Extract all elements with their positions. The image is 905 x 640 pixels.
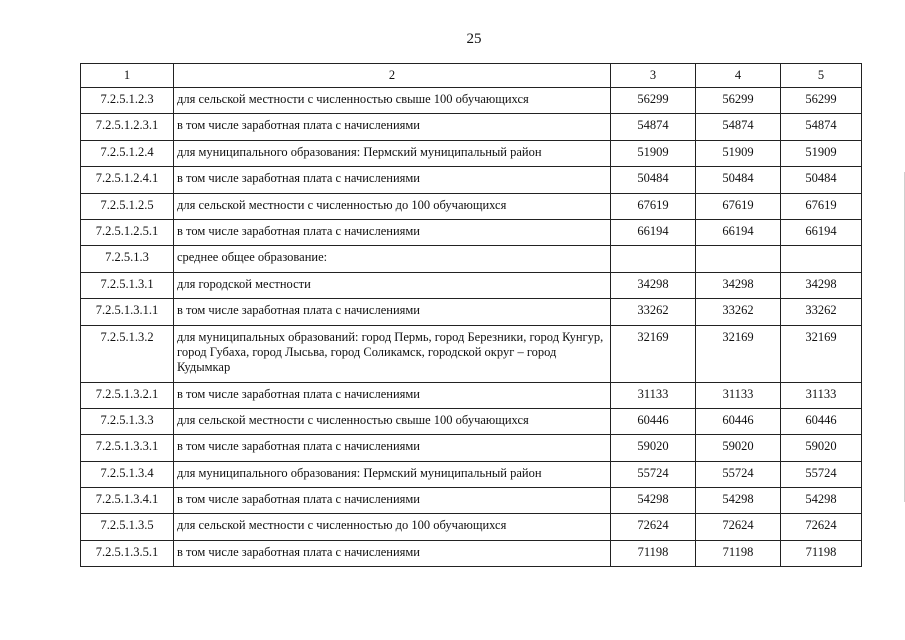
table-header-row xyxy=(81,64,862,88)
row-value-col3: 32169 xyxy=(611,325,696,382)
row-name: в том числе заработная плата с начислениями xyxy=(174,540,611,566)
row-value-col3: 56299 xyxy=(611,88,696,114)
row-value-col4: 54874 xyxy=(696,114,781,140)
row-value-col5: 59020 xyxy=(781,435,862,461)
header-cell-5: 5 xyxy=(781,64,862,88)
scan-edge-line xyxy=(899,172,905,502)
row-value-col5: 67619 xyxy=(781,193,862,219)
row-value-col3: 71198 xyxy=(611,540,696,566)
header-cell-1: 1 xyxy=(81,64,174,88)
table-row xyxy=(81,167,862,193)
header-cell-3: 3 xyxy=(611,64,696,88)
row-code: 7.2.5.1.3.3 xyxy=(81,408,174,434)
row-value-col4: 71198 xyxy=(696,540,781,566)
row-value-col5: 71198 xyxy=(781,540,862,566)
row-value-col3 xyxy=(611,246,696,272)
row-name: в том числе заработная плата с начислениями xyxy=(174,167,611,193)
row-code: 7.2.5.1.3.2.1 xyxy=(81,382,174,408)
row-value-col3: 66194 xyxy=(611,219,696,245)
row-name: в том числе заработная плата с начислениями xyxy=(174,219,611,245)
row-value-col4: 32169 xyxy=(696,325,781,382)
table-row xyxy=(81,540,862,566)
table-row xyxy=(81,246,862,272)
row-code: 7.2.5.1.3.1.1 xyxy=(81,299,174,325)
row-value-col5: 54874 xyxy=(781,114,862,140)
row-name: в том числе заработная плата с начислениями xyxy=(174,299,611,325)
row-value-col5: 34298 xyxy=(781,272,862,298)
row-value-col4: 66194 xyxy=(696,219,781,245)
row-name: для сельской местности с численностью до 100 обучающихся xyxy=(174,193,611,219)
row-value-col4: 55724 xyxy=(696,461,781,487)
row-code: 7.2.5.1.3.4.1 xyxy=(81,488,174,514)
row-value-col5: 33262 xyxy=(781,299,862,325)
row-value-col4: 60446 xyxy=(696,408,781,434)
row-code: 7.2.5.1.3.5.1 xyxy=(81,540,174,566)
table-row xyxy=(81,88,862,114)
row-value-col4: 56299 xyxy=(696,88,781,114)
table-row xyxy=(81,435,862,461)
row-value-col3: 50484 xyxy=(611,167,696,193)
row-value-col5: 56299 xyxy=(781,88,862,114)
table-row xyxy=(81,408,862,434)
row-value-col3: 31133 xyxy=(611,382,696,408)
table-row xyxy=(81,114,862,140)
row-value-col3: 51909 xyxy=(611,140,696,166)
row-value-col4: 33262 xyxy=(696,299,781,325)
row-value-col3: 60446 xyxy=(611,408,696,434)
row-value-col3: 33262 xyxy=(611,299,696,325)
row-value-col5: 72624 xyxy=(781,514,862,540)
row-code: 7.2.5.1.3.4 xyxy=(81,461,174,487)
row-value-col5 xyxy=(781,246,862,272)
row-value-col3: 72624 xyxy=(611,514,696,540)
row-name: для сельской местности с численностью до 100 обучающихся xyxy=(174,514,611,540)
row-name: в том числе заработная плата с начислениями xyxy=(174,488,611,514)
table-row xyxy=(81,140,862,166)
table-row xyxy=(81,514,862,540)
row-value-col4 xyxy=(696,246,781,272)
table-row xyxy=(81,325,862,382)
row-code: 7.2.5.1.3.2 xyxy=(81,325,174,382)
row-code: 7.2.5.1.2.5.1 xyxy=(81,219,174,245)
row-code: 7.2.5.1.2.5 xyxy=(81,193,174,219)
row-value-col4: 67619 xyxy=(696,193,781,219)
table-row xyxy=(81,488,862,514)
row-value-col5: 31133 xyxy=(781,382,862,408)
row-value-col5: 51909 xyxy=(781,140,862,166)
table-row xyxy=(81,193,862,219)
page-number: 25 xyxy=(466,31,482,47)
row-code: 7.2.5.1.3 xyxy=(81,246,174,272)
row-value-col4: 31133 xyxy=(696,382,781,408)
row-value-col5: 54298 xyxy=(781,488,862,514)
table-row xyxy=(81,299,862,325)
row-value-col4: 34298 xyxy=(696,272,781,298)
row-value-col5: 50484 xyxy=(781,167,862,193)
row-code: 7.2.5.1.2.4 xyxy=(81,140,174,166)
row-value-col4: 51909 xyxy=(696,140,781,166)
row-value-col5: 32169 xyxy=(781,325,862,382)
row-value-col3: 67619 xyxy=(611,193,696,219)
row-value-col5: 66194 xyxy=(781,219,862,245)
row-value-col3: 54874 xyxy=(611,114,696,140)
table-row xyxy=(81,461,862,487)
row-value-col4: 50484 xyxy=(696,167,781,193)
row-name: для городской местности xyxy=(174,272,611,298)
row-value-col3: 34298 xyxy=(611,272,696,298)
row-value-col4: 54298 xyxy=(696,488,781,514)
table-row xyxy=(81,219,862,245)
header-cell-2: 2 xyxy=(174,64,611,88)
row-code: 7.2.5.1.2.4.1 xyxy=(81,167,174,193)
row-name: для муниципального образования: Пермский муниципальный район xyxy=(174,461,611,487)
row-name: для муниципального образования: Пермский муниципальный район xyxy=(174,140,611,166)
row-value-col3: 55724 xyxy=(611,461,696,487)
table-row xyxy=(81,382,862,408)
row-name: в том числе заработная плата с начислениями xyxy=(174,382,611,408)
row-name: для сельской местности с численностью свыше 100 обучающихся xyxy=(174,88,611,114)
row-name: в том числе заработная плата с начислениями xyxy=(174,435,611,461)
row-value-col5: 55724 xyxy=(781,461,862,487)
header-cell-4: 4 xyxy=(696,64,781,88)
row-code: 7.2.5.1.2.3 xyxy=(81,88,174,114)
row-code: 7.2.5.1.3.1 xyxy=(81,272,174,298)
row-name: для сельской местности с численностью свыше 100 обучающихся xyxy=(174,408,611,434)
row-value-col3: 54298 xyxy=(611,488,696,514)
row-value-col3: 59020 xyxy=(611,435,696,461)
row-value-col4: 59020 xyxy=(696,435,781,461)
row-code: 7.2.5.1.3.5 xyxy=(81,514,174,540)
row-value-col4: 72624 xyxy=(696,514,781,540)
row-name: для муниципальных образований: город Пермь, город Березники, город Кунгур, город Губаха, город Лысьва, город Соликамск, городской округ – город Кудымкар xyxy=(174,325,611,382)
row-name: среднее общее образование: xyxy=(174,246,611,272)
row-code: 7.2.5.1.2.3.1 xyxy=(81,114,174,140)
row-value-col5: 60446 xyxy=(781,408,862,434)
data-table xyxy=(80,63,862,567)
table-row xyxy=(81,272,862,298)
row-code: 7.2.5.1.3.3.1 xyxy=(81,435,174,461)
row-name: в том числе заработная плата с начислениями xyxy=(174,114,611,140)
